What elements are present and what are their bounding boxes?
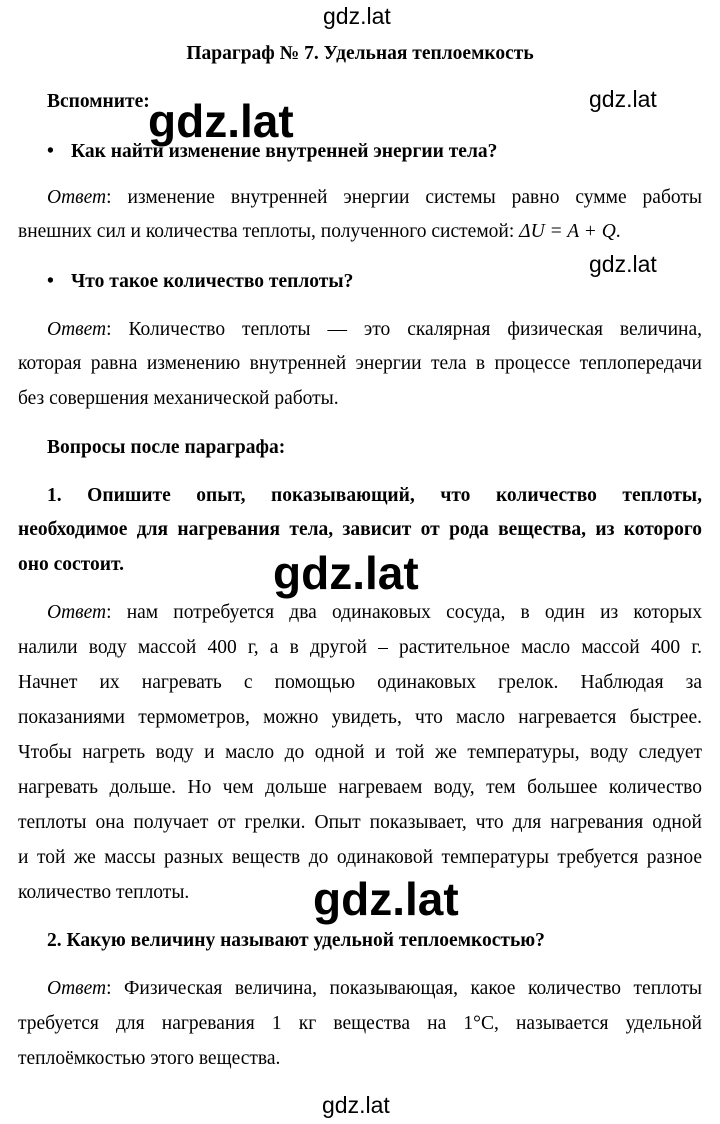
question-line: оно состоит. (18, 554, 124, 575)
answer-line: количество теплоты. (18, 882, 190, 903)
answer-line: и той же массы разных веществ до одинаковой температуры требуется разное (18, 847, 702, 868)
question (47, 270, 702, 293)
question-line: 2. Какую величину называют удельной теплоемкостью? (47, 930, 545, 951)
answer-line: теплоты она получает от грелки. Опыт показывает, что для нагревания одной (18, 812, 702, 833)
answer-text: : нам потребуется два одинаковых сосуда, в один из которых (106, 602, 702, 623)
answer-text: : изменение внутренней энергии системы равно сумме работы (106, 187, 702, 208)
answer-line (47, 601, 702, 624)
watermark-bottom: gdz.lat (322, 1092, 390, 1118)
watermark-large: gdz.lat (273, 547, 419, 599)
answer-label: Ответ (47, 602, 107, 623)
answer-line (47, 977, 702, 1000)
watermark-right: gdz.lat (589, 251, 657, 277)
answer-line (47, 186, 702, 209)
question-line: необходимое для нагревания тела, зависит от рода вещества, из которого (18, 519, 702, 540)
answer-line: требуется для нагревания 1 кг вещества на 1°С, называется удельной (18, 1013, 702, 1034)
answer-text: внешних сил и количества теплоты, полученного системой: (18, 221, 515, 242)
question (47, 140, 702, 163)
answer-line (18, 220, 702, 243)
answer-line: налили воду массой 400 г, а в другой – растительное масло массой 400 г. (18, 637, 702, 658)
answer-line: Начнет их нагревать с помощью одинаковых грелок. Наблюдая за (18, 672, 702, 693)
page-title: Параграф № 7. Удельная теплоемкость (186, 43, 534, 64)
answer-line: которая равна изменению внутренней энергии тела в процессе теплопередачи (18, 353, 702, 374)
answer-line: нагревать дольше. Но чем дольше нагреваем воду, тем большее количество (18, 777, 702, 798)
question-line: 1. Опишите опыт, показывающий, что количество теплоты, (47, 485, 702, 506)
watermark-large: gdz.lat (148, 95, 294, 147)
answer-line: без совершения механической работы. (18, 388, 339, 409)
answer-label: Ответ (47, 978, 107, 999)
answer-text: : Количество теплоты — это скалярная физическая величина, (106, 319, 702, 340)
question-text: Как найти изменение внутренней энергии тела? (71, 141, 498, 162)
answer-text: : Физическая величина, показывающая, какое количество теплоты (106, 978, 702, 999)
section-heading: Вспомните: (47, 91, 150, 112)
answer-label: Ответ (47, 187, 107, 208)
question-text: Что такое количество теплоты? (71, 271, 354, 292)
watermark-large: gdz.lat (313, 873, 459, 925)
answer-text: . (615, 221, 621, 242)
answer-line: теплоёмкостью этого вещества. (18, 1048, 281, 1069)
bullet-icon: • (47, 141, 54, 162)
answer-line (47, 318, 702, 341)
formula: ΔU = A + Q (519, 221, 616, 242)
answer-line: Чтобы нагреть воду и масло до одной и той же температуры, воду следует (18, 742, 702, 763)
section-heading: Вопросы после параграфа: (47, 437, 286, 458)
bullet-icon: • (47, 271, 54, 292)
answer-line: показаниями термометров, можно увидеть, что масло нагревается быстрее. (18, 707, 702, 728)
watermark-top: gdz.lat (323, 3, 391, 29)
answer-label: Ответ (47, 319, 107, 340)
watermark-right: gdz.lat (589, 86, 657, 112)
